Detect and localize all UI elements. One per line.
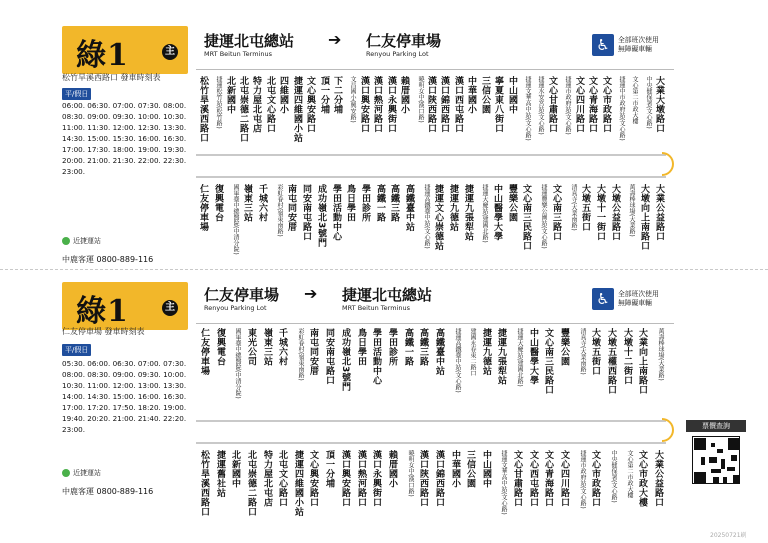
cut-line <box>0 269 768 270</box>
bus-stop: 學田診所 <box>360 184 370 222</box>
bus-stop: 豐樂公園 <box>559 328 569 366</box>
wheelchair-icon: ♿ <box>592 288 614 310</box>
bus-stop: 千城六村 <box>277 328 287 366</box>
from-station: 捷運北屯總站 <box>204 32 295 50</box>
schedule-times: 05:30. 06:00. 06:30. 07:00. 07:30. 08:00. 08:30. 09:00. 09:30. 10:00. 10:30. 11:00. 12:00. 13:00. 13:30. 14:00. 14:30. 15:00. 16:00. 16:30. 17:00. 17:20. 17:50. 18:20. 19:00. 19:40. 20:20. 21:00. 21:40. 22:20. 23:00. <box>62 359 187 434</box>
to-station: 仁友停車場 <box>366 32 442 50</box>
bus-stop: 北屯崇德二路口 <box>246 450 256 517</box>
route-track-upper <box>196 420 666 422</box>
qr-module <box>709 457 717 463</box>
mrt-icon <box>62 237 70 245</box>
bus-stop: 學田活動中心 <box>371 328 381 385</box>
bus-stop: 北新國中 <box>225 76 235 114</box>
print-date: 20250721刷 <box>710 532 747 539</box>
bus-stop: 文心市政路口 <box>601 76 611 133</box>
stops-diagram <box>196 328 674 538</box>
bus-stop: 特力屋北屯店 <box>262 450 272 507</box>
bus-stop: 漢口興安路口 <box>359 76 369 133</box>
bus-stop: 文心西屯路口 <box>528 450 538 507</box>
route-badge <box>62 282 188 330</box>
bus-stop: 三信公園 <box>480 76 490 114</box>
bus-stop: 大墩公益路口 <box>610 184 620 241</box>
bus-stop: 漢口永興街口 <box>371 450 381 507</box>
schedule-times: 06:00. 06:30. 07:00. 07:30. 08:00. 08:30. 09:00. 09:30. 10:00. 10:30. 11:00. 11:30. 12:00. 12:30. 13:30. 14:30. 15:00. 15:30. 16:00. 16:30. 17:00. 17:30. 18:00. 19:00. 19:30. 20:00. 21:00. 21:30. 22:00. 22:30. 23:00. <box>62 101 187 176</box>
operator-phone: 中鹿客運 0800-889-116 <box>62 255 154 264</box>
bus-stop: 文心第二市政大樓 <box>631 76 638 124</box>
bus-stop: 漢口陝西路口 <box>426 76 436 133</box>
bus-stop: 捷運四維國小站 <box>293 450 303 517</box>
main-route-tag: 主 <box>162 300 178 316</box>
bus-stop: 仁友停車場 <box>199 328 209 376</box>
bus-stop: 仁友停車場 <box>198 184 208 232</box>
bus-stop: 文昌國小(興安路) <box>349 76 356 123</box>
bus-stop: 中央健保署(文心路) <box>645 76 652 129</box>
bus-stop: 成功嶺北3號門 <box>340 328 350 392</box>
bus-stop: 高鐵一路 <box>403 328 413 366</box>
bus-stop: 高鐵臺中站 <box>404 184 414 232</box>
bus-stop: 漢口西屯路口 <box>453 76 463 133</box>
to-station-en: Renyou Parking Lot <box>366 50 429 58</box>
bus-stop: 大墩十一街口 <box>595 184 605 241</box>
bus-stop: 漢口熱河路口 <box>356 450 366 507</box>
qr-module <box>717 449 723 453</box>
bus-stop: 捷運九張犁站 <box>496 328 506 385</box>
route-loop <box>662 152 674 176</box>
bus-stop: 大墩五權西路口 <box>606 328 616 395</box>
schedule-tag: 平/假日 <box>62 344 91 356</box>
bus-stop: 捷運豐樂公園站(文心路) <box>540 184 547 249</box>
bus-stop: 捷運九張犁站 <box>463 184 473 241</box>
bus-stop: 大業大墩路口 <box>654 76 664 133</box>
fare-qr-section <box>686 420 746 496</box>
bus-stop: 南屯同安厝 <box>308 328 318 376</box>
upper-stops <box>196 76 674 148</box>
route-number: 綠1 <box>76 294 129 329</box>
bus-stop: 捷運舊社站 <box>215 450 225 498</box>
bus-stop: 捷運文心崇德站 <box>433 184 443 251</box>
bus-stop: 大墩向上南路口 <box>639 184 649 251</box>
schedule-tag: 平/假日 <box>62 88 91 100</box>
qr-module <box>701 457 705 465</box>
bus-stop: 大業公益路口 <box>653 450 663 507</box>
qr-module <box>727 467 735 471</box>
bus-stop: 頂一分埔 <box>319 76 329 114</box>
arrow-icon: ➔ <box>328 30 342 49</box>
qr-module <box>723 477 727 483</box>
qr-label: 票價查詢 <box>686 420 746 432</box>
bus-stop: 文心甘肅路口 <box>512 450 522 507</box>
to-station: 捷運北屯總站 <box>342 286 433 304</box>
route-track-upper <box>196 154 666 156</box>
bus-stop: 捷運中市政府站(文心路) <box>618 76 625 141</box>
bus-stop: 中山國中 <box>507 76 517 114</box>
bus-stop: 下二分埔 <box>332 76 342 114</box>
main-route-tag: 主 <box>162 44 178 60</box>
bus-stop: 大墩五街口 <box>580 184 590 232</box>
direction-header <box>196 26 674 70</box>
bus-stop: 頂一分埔 <box>324 450 334 488</box>
timetable-top <box>0 0 768 268</box>
bus-stop: 特力屋北屯店 <box>251 76 261 133</box>
bus-stop: 文心四川路口 <box>559 450 569 507</box>
bus-stop: 成功嶺北3號門 <box>316 184 326 248</box>
timetable-bottom <box>0 272 768 540</box>
to-station-en: MRT Beitun Terminus <box>342 304 410 312</box>
bus-stop: 北屯文心路口 <box>277 450 287 507</box>
bus-stop: 文心市政路口 <box>590 450 600 507</box>
wheelchair-icon: ♿ <box>592 34 614 56</box>
route-track-lower <box>196 442 666 444</box>
bus-stop: 松竹旱溪西路口 <box>199 450 209 517</box>
bus-stop: 漢口永興街口 <box>386 76 396 133</box>
bus-stop: 大墩十二街口 <box>622 328 632 385</box>
from-station: 仁友停車場 <box>204 286 280 304</box>
near-mrt-label: 近捷運站 <box>62 236 101 246</box>
stops-diagram <box>196 76 674 266</box>
bus-stop: 捷運大慶站(建國北路) <box>481 184 488 243</box>
qr-module <box>711 469 721 473</box>
bus-stop: 賴厝國小 <box>399 76 409 114</box>
bus-stop: 中山醫學大學 <box>528 328 538 385</box>
bus-stop: 文心南三路口 <box>551 184 561 241</box>
bus-stop: 中華國小 <box>450 450 460 488</box>
bus-stop: 彩虹眷村(嶺東南路) <box>297 328 304 381</box>
bus-stop: 大墩五街口 <box>590 328 600 376</box>
bus-stop: 文心興安路口 <box>308 450 318 507</box>
bus-stop: 文心興安路口 <box>305 76 315 133</box>
bus-stop: 捷運水安宮站(文心路) <box>537 76 544 135</box>
bus-stop: 文心四川路口 <box>574 76 584 133</box>
bus-stop: 捷運高鐵臺中站(文心路) <box>423 184 430 249</box>
bus-stop: 賴厝國小 <box>387 450 397 488</box>
bus-stop: 松竹旱溪西路口 <box>198 76 208 143</box>
lower-stops <box>196 184 674 266</box>
qr-module <box>731 455 737 461</box>
bus-stop: 捷運市政府站(文心路) <box>579 450 586 509</box>
bus-stop: 捷運九德站 <box>481 328 491 376</box>
bus-stop: 學田診所 <box>387 328 397 366</box>
bus-stop: 豐樂公園 <box>507 184 517 222</box>
bus-stop: 國軍臺中總醫院(中清分院) <box>232 184 239 255</box>
bus-stop: 文心青海路口 <box>543 450 553 507</box>
bus-stop: 鳥日學田 <box>356 328 366 366</box>
qr-module <box>711 443 715 447</box>
route-loop <box>662 418 674 442</box>
from-station-en: Renyou Parking Lot <box>204 304 267 312</box>
accessible-notice: ♿ 全部班次使用 無障礙車輛 <box>592 288 674 312</box>
direction-header <box>196 280 674 324</box>
qr-module <box>694 438 706 450</box>
bus-stop: 國軍臺中總醫院(中清分院) <box>234 328 241 399</box>
bus-stop: 東光公司 <box>246 328 256 366</box>
near-mrt-label: 近捷運站 <box>62 468 101 478</box>
bus-stop: 捷運四維國小站 <box>292 76 302 143</box>
bus-stop: 中山醫學大學 <box>492 184 502 241</box>
qr-module <box>713 477 719 483</box>
bus-stop: 學田活動中心 <box>331 184 341 241</box>
bus-stop: 捷運九德站 <box>448 184 458 232</box>
route-number: 綠1 <box>76 38 129 73</box>
bus-stop: 文心青海路口 <box>587 76 597 133</box>
bus-stop: 萬壽棒球場(大業路) <box>628 184 635 237</box>
bus-stop: 漢口錦西路口 <box>434 450 444 507</box>
bus-stop: 三信公園 <box>465 450 475 488</box>
bus-stop: 千城六村 <box>257 184 267 222</box>
bus-stop: 建國永春東二路口 <box>469 328 476 376</box>
bus-stop: 北新國中 <box>230 450 240 488</box>
operator-phone: 中鹿客運 0800-889-116 <box>62 487 154 496</box>
bus-stop: 北屯文心路口 <box>265 76 275 133</box>
route-track-lower <box>196 176 666 178</box>
bus-stop: 捷運松竹站(松竹路) <box>215 76 222 129</box>
bus-stop: 文心市政大樓 <box>637 450 647 507</box>
bus-stop: 寧夏東八街口 <box>493 76 503 133</box>
bus-stop: 嶺東三站 <box>262 328 272 366</box>
bus-stop: 高鐵一路 <box>375 184 385 222</box>
bus-stop: 漢口錦西路口 <box>439 76 449 133</box>
accessible-notice: ♿ 全部班次使用 無障礙車輛 <box>592 34 674 58</box>
lower-stops <box>196 450 674 538</box>
bus-stop: 中華國小 <box>466 76 476 114</box>
bus-stop: 大業公益路口 <box>654 184 664 241</box>
bus-stop: 漢口陝西路口 <box>418 450 428 507</box>
upper-stops <box>196 328 674 412</box>
bus-stop: 中央健保署(文心路) <box>610 450 617 503</box>
panel-title: 松竹旱溪西路口 發車時刻表 <box>62 73 161 82</box>
bus-stop: 捷運大慶站(建國北路) <box>516 328 523 387</box>
arrow-icon: ➔ <box>304 284 318 303</box>
bus-stop: 曉明女中(漢口路) <box>407 450 414 497</box>
bus-stop: 文心甘肅路口 <box>547 76 557 133</box>
bus-stop: 南屯同安厝 <box>286 184 296 232</box>
bus-stop: 復興電台 <box>215 328 225 366</box>
bus-stop: 文心南三民路口 <box>521 184 531 251</box>
bus-stop: 清真寺(大業南路) <box>579 328 586 375</box>
panel-title: 仁友停車場 發車時刻表 <box>62 327 145 336</box>
bus-stop: 四維國小 <box>278 76 288 114</box>
bus-stop: 嶺東三站 <box>242 184 252 222</box>
bus-stop: 文心第二市政大樓 <box>626 450 633 498</box>
qr-code[interactable] <box>692 436 740 484</box>
bus-stop: 北屯崇德二路口 <box>238 76 248 143</box>
bus-stop: 捷運高鐵臺中站(文心路) <box>454 328 461 393</box>
bus-stop: 清真寺(大業南路) <box>570 184 577 231</box>
bus-stop: 文心南三民路口 <box>543 328 553 395</box>
bus-stop: 鳥日學田 <box>345 184 355 222</box>
qr-module <box>728 438 740 450</box>
bus-stop: 捷運市政府站(文心路) <box>564 76 571 135</box>
mrt-icon <box>62 469 70 477</box>
bus-stop: 彩虹眷村(嶺東南路) <box>276 184 283 237</box>
bus-stop: 中山國中 <box>481 450 491 488</box>
bus-stop: 同安南屯路口 <box>301 184 311 241</box>
bus-stop: 捷運文華高中站(文心路) <box>524 76 531 141</box>
bus-stop: 曉明女中(漢口路) <box>417 76 424 123</box>
bus-stop: 漢口熱河路口 <box>372 76 382 133</box>
bus-stop: 復興電台 <box>213 184 223 222</box>
route-badge <box>62 26 188 74</box>
bus-stop: 漢口興安路口 <box>340 450 350 507</box>
qr-module <box>694 472 706 484</box>
bus-stop: 萬壽棒球場(大業路) <box>657 328 664 381</box>
from-station-en: MRT Beitun Terminus <box>204 50 272 58</box>
bus-stop: 高鐵三路 <box>389 184 399 222</box>
bus-stop: 高鐵臺中站 <box>434 328 444 376</box>
qr-module <box>733 475 739 483</box>
bus-stop: 大業向上南路口 <box>637 328 647 395</box>
qr-module <box>721 459 725 469</box>
bus-stop: 高鐵三路 <box>418 328 428 366</box>
bus-stop: 捷運文華高中站(文心路) <box>500 450 507 515</box>
bus-stop: 同安南屯路口 <box>324 328 334 385</box>
